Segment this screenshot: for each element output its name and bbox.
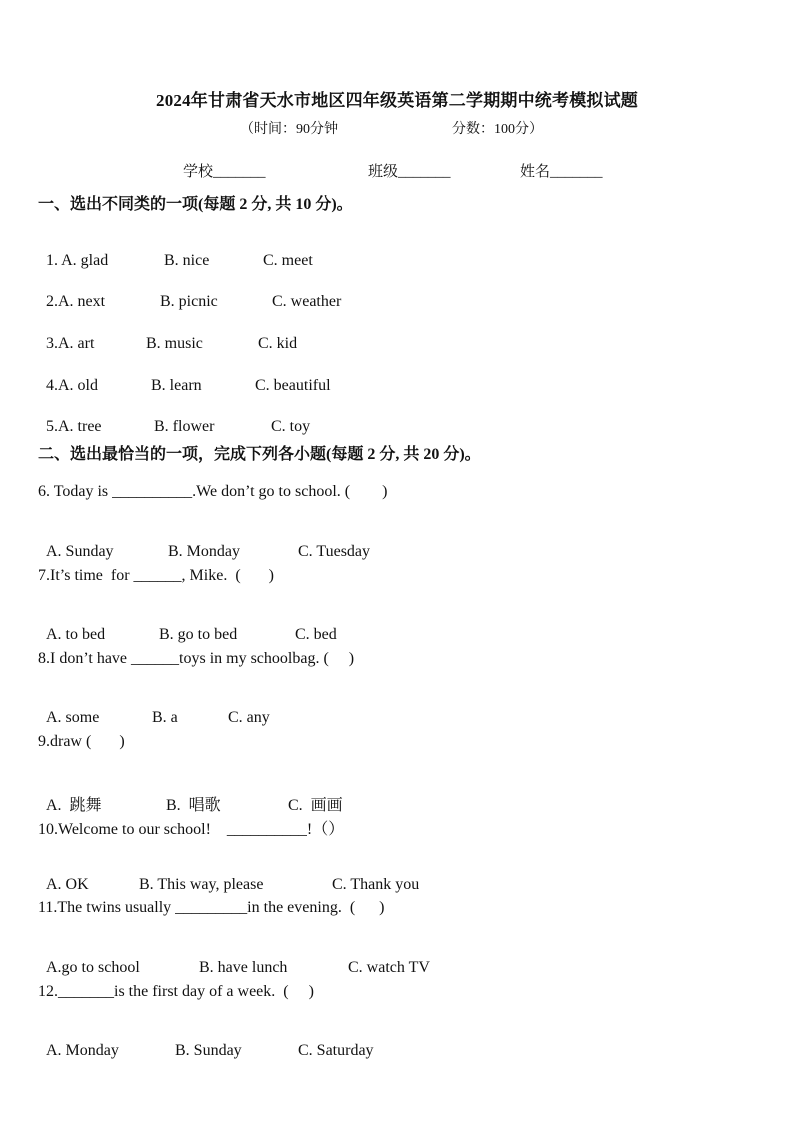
option-c: C. bed <box>295 626 337 643</box>
question-3 <box>38 317 297 353</box>
option-a: 5.A. tree <box>46 418 102 435</box>
section-2-heading: 二、选出最恰当的一项，完成下列各小题(每题 2 分, 共 20 分)。 <box>38 446 481 463</box>
question-10-options <box>38 858 419 894</box>
option-b: B. This way, please <box>139 876 264 893</box>
option-a: A. 跳舞 <box>46 797 102 814</box>
option-c: C. watch TV <box>348 959 430 976</box>
option-b: B. nice <box>164 252 210 269</box>
option-a: 2.A. next <box>46 293 106 310</box>
option-b: B. a <box>152 709 178 726</box>
question-10-stem: 10.Welcome to our school! __________!（） <box>38 821 345 838</box>
question-7-options <box>38 608 337 644</box>
question-11-stem: 11.The twins usually _________in the evening. ( ) <box>38 899 385 916</box>
option-a: A. Monday <box>46 1042 119 1059</box>
option-a: 3.A. art <box>46 335 95 352</box>
exam-time: （时间：90分钟 <box>240 122 338 137</box>
option-c: C. meet <box>263 252 313 269</box>
option-a: A.go to school <box>46 959 140 976</box>
question-9-options <box>38 774 343 815</box>
question-6-stem: 6. Today is __________.We don’t go to school. ( ) <box>38 483 388 500</box>
option-a: 4.A. old <box>46 377 98 394</box>
option-a: A. some <box>46 709 100 726</box>
option-a: A. Sunday <box>46 543 114 560</box>
option-c: C. Thank you <box>332 876 420 893</box>
option-b: B. go to bed <box>159 626 238 643</box>
option-c: C. weather <box>272 293 342 310</box>
name-field: 姓名_______ <box>520 164 603 180</box>
option-b: B. music <box>146 335 203 352</box>
page-title: 2024年甘肃省天水市地区四年级英语第二学期期中统考模拟试题 <box>156 91 638 110</box>
option-c: C. 画画 <box>288 797 343 814</box>
question-1 <box>38 234 313 270</box>
section-1-heading: 一、选出不同类的一项(每题 2 分, 共 10 分)。 <box>38 196 353 213</box>
class-field: 班级_______ <box>368 164 451 180</box>
option-b: B. have lunch <box>199 959 288 976</box>
option-b: B. 唱歌 <box>166 797 221 814</box>
option-a: A. OK <box>46 876 89 893</box>
question-5 <box>38 400 310 436</box>
option-b: B. Monday <box>168 543 240 560</box>
question-7-stem: 7.It’s time for ______, Mike. ( ) <box>38 567 274 584</box>
option-c: C. any <box>228 709 270 726</box>
school-field: 学校_______ <box>183 164 266 180</box>
question-4 <box>38 359 331 395</box>
question-11-options <box>38 941 430 977</box>
question-12-options <box>38 1024 374 1060</box>
option-c: C. Tuesday <box>298 543 371 560</box>
option-b: B. flower <box>154 418 215 435</box>
option-b: B. Sunday <box>175 1042 242 1059</box>
question-9-stem: 9.draw ( ) <box>38 733 125 750</box>
question-2 <box>38 275 341 311</box>
option-a: A. to bed <box>46 626 106 643</box>
option-b: B. picnic <box>160 293 218 310</box>
exam-score: 分数：100分） <box>452 122 543 137</box>
option-c: C. toy <box>271 418 311 435</box>
question-8-options <box>38 691 270 727</box>
option-c: C. kid <box>258 335 298 352</box>
option-b: B. learn <box>151 377 202 394</box>
option-c: C. beautiful <box>255 377 331 394</box>
question-12-stem: 12._______is the first day of a week. ( ) <box>38 983 314 1000</box>
option-a: 1. A. glad <box>46 252 109 269</box>
option-c: C. Saturday <box>298 1042 374 1059</box>
question-8-stem: 8.I don’t have ______toys in my schoolbag. ( ) <box>38 650 355 667</box>
question-6-options <box>38 525 370 561</box>
